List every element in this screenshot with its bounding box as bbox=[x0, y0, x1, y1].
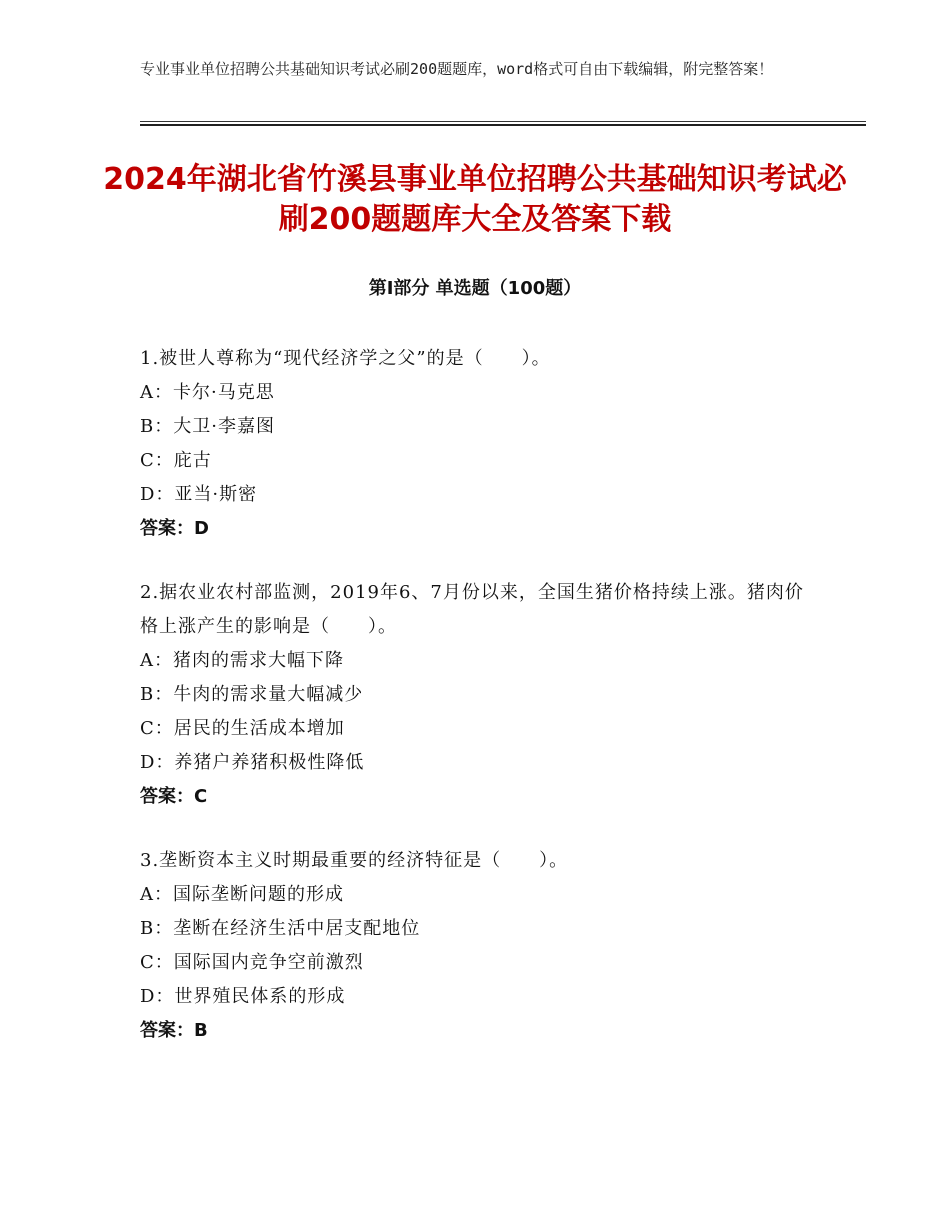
option-b: B：垄断在经济生活中居支配地位 bbox=[140, 918, 421, 939]
question-1 bbox=[140, 342, 820, 546]
answer-line: 答案：C bbox=[140, 786, 208, 807]
question-list bbox=[140, 342, 820, 1078]
option-d: D：世界殖民体系的形成 bbox=[140, 986, 346, 1007]
option-b: B：大卫·李嘉图 bbox=[140, 416, 275, 437]
answer-line: 答案：D bbox=[140, 518, 209, 539]
option-c: C：居民的生活成本增加 bbox=[140, 718, 345, 739]
header-divider-bottom bbox=[140, 124, 866, 126]
option-c: C：国际国内竞争空前激烈 bbox=[140, 952, 364, 973]
question-2 bbox=[140, 576, 820, 814]
option-d: D：亚当·斯密 bbox=[140, 484, 258, 505]
option-a: A：国际垄断问题的形成 bbox=[140, 884, 344, 905]
option-c: C：庇古 bbox=[140, 450, 212, 471]
option-d: D：养猪户养猪积极性降低 bbox=[140, 752, 365, 773]
question-stem: 2.据农业农村部监测，2019年6、7月份以来，全国生猪价格持续上涨。猪肉价格上涨产生的影响是（ ）。 bbox=[140, 582, 804, 637]
question-stem: 1.被世人尊称为“现代经济学之父”的是（ ）。 bbox=[140, 348, 551, 369]
option-a: A：猪肉的需求大幅下降 bbox=[140, 650, 344, 671]
header-note: 专业事业单位招聘公共基础知识考试必刷200题题库，word格式可自由下载编辑，附完整答案！ bbox=[140, 60, 774, 78]
option-a: A：卡尔·马克思 bbox=[140, 382, 275, 403]
header-divider-top bbox=[140, 121, 866, 122]
option-b: B：牛肉的需求量大幅减少 bbox=[140, 684, 364, 705]
question-3 bbox=[140, 844, 820, 1048]
answer-line: 答案：B bbox=[140, 1020, 208, 1041]
question-stem: 3.垄断资本主义时期最重要的经济特征是（ ）。 bbox=[140, 850, 569, 871]
section-title: 第Ⅰ部分 单选题（100题） bbox=[368, 278, 582, 299]
document-title: 2024年湖北省竹溪县事业单位招聘公共基础知识考试必刷200题题库大全及答案下载 bbox=[103, 162, 847, 237]
